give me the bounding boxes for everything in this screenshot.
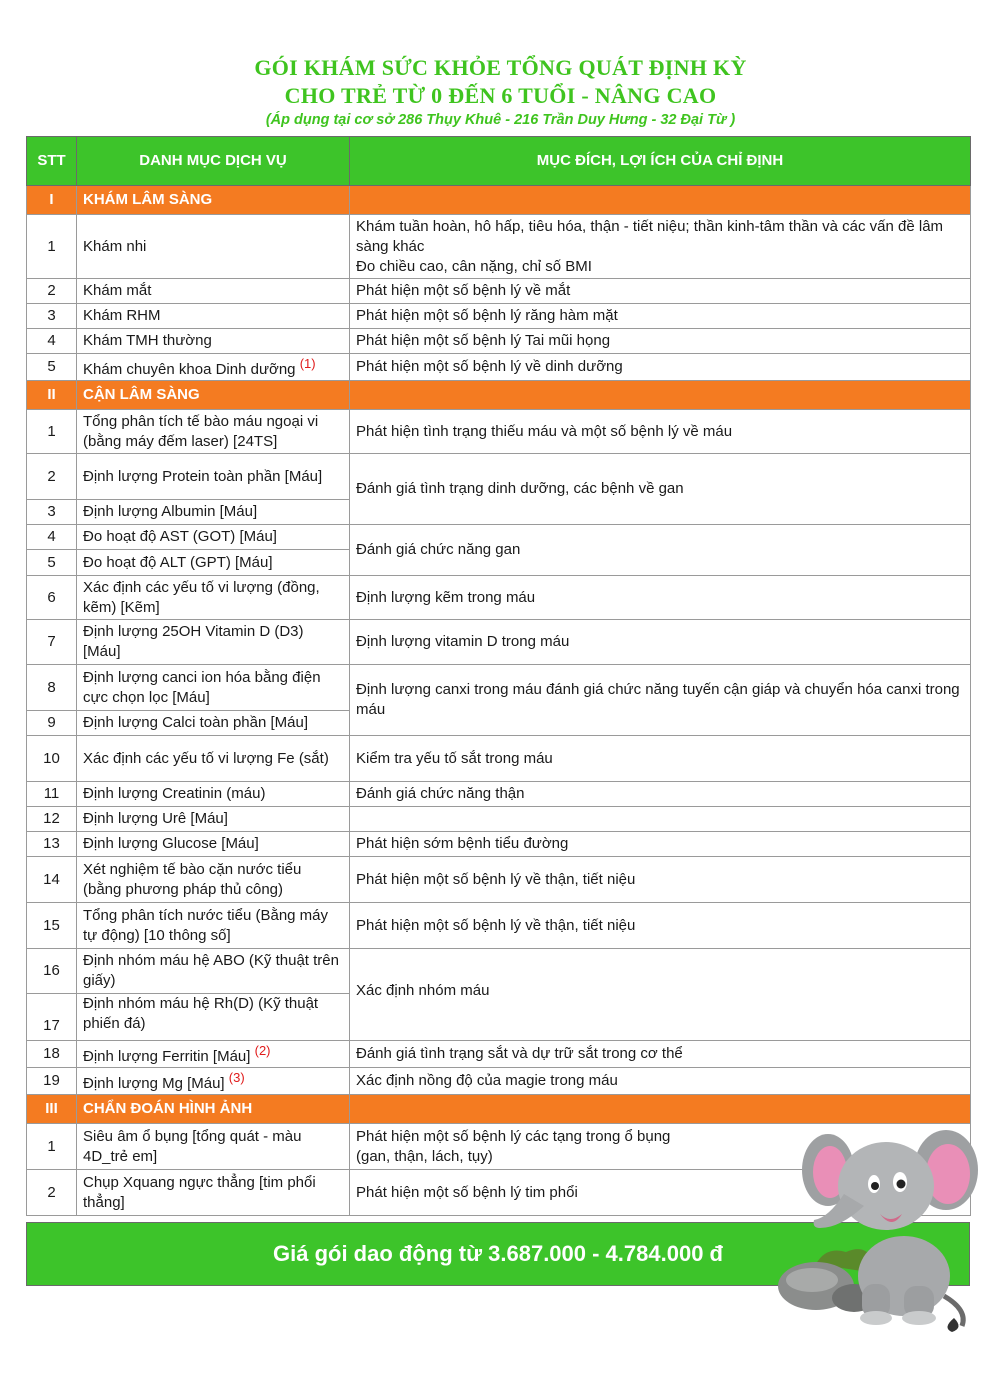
table-row: 5 Khám chuyên khoa Dinh dưỡng $^{(1)}$ Phát hiện một số bệnh lý về dinh dưỡng bbox=[27, 354, 971, 381]
section-row: III CHẨN ĐOÁN HÌNH ẢNH bbox=[27, 1095, 971, 1124]
table-row: 19 Định lượng Mg [Máu] $^{(3)}$ Xác định nồng độ của magie trong máu bbox=[27, 1068, 971, 1095]
header-purpose: MỤC ĐÍCH, LỢI ÍCH CỦA CHỈ ĐỊNH bbox=[350, 137, 971, 186]
table-row: 10 Xác định các yếu tố vi lượng Fe (sắt) Kiểm tra yếu tố sắt trong máu bbox=[27, 736, 971, 782]
table-row: 3 Khám RHM Phát hiện một số bệnh lý răng hàm mặt bbox=[27, 304, 971, 329]
section-row: I KHÁM LÂM SÀNG bbox=[27, 186, 971, 215]
table-row: 5 Đo hoạt độ ALT (GPT) [Máu] bbox=[27, 550, 971, 576]
table-header bbox=[27, 137, 971, 186]
elephant-illustration-icon bbox=[776, 1126, 1000, 1332]
price-text: Giá gói dao động từ 3.687.000 - 4.784.000 đ bbox=[273, 1241, 723, 1266]
subtitle: (Áp dụng tại cơ sở 286 Thụy Khuê - 216 Trần Duy Hưng - 32 Đại Từ ) bbox=[265, 112, 736, 128]
title-line-2: CHO TRẺ TỪ 0 ĐẾN 6 TUỔI - NÂNG CAO bbox=[284, 83, 717, 108]
table-row: 2 Chụp Xquang ngực thẳng [tim phổi thẳng] Phát hiện một số bệnh lý tim phổi bbox=[27, 1170, 971, 1216]
header-stt: STT bbox=[27, 137, 77, 186]
table-row: 8 Định lượng canci ion hóa bằng điện cực chọn lọc [Máu] Định lượng canxi trong máu đánh giá chức năng tuyến cận giáp và chuyển hóa canxi trong máu bbox=[27, 665, 971, 711]
table-row: 15 Tổng phân tích nước tiểu (Bằng máy tự động) [10 thông số] Phát hiện một số bệnh lý về thận, tiết niệu bbox=[27, 903, 971, 949]
table-row: 11 Định lượng Creatinin (máu) Đánh giá chức năng thận bbox=[27, 782, 971, 807]
table-row: 12 Định lượng Urê [Máu] bbox=[27, 807, 971, 832]
table-row: 1 Khám nhi Khám tuần hoàn, hô hấp, tiêu hóa, thận - tiết niệu; thần kinh-tâm thần và các vấn đề lâm sàng khác Đo chiều cao, cân nặng, chỉ số BMI bbox=[27, 215, 971, 279]
service-table bbox=[26, 136, 971, 1216]
table-row: 2 Khám mắt Phát hiện một số bệnh lý về mắt bbox=[27, 279, 971, 304]
table-row: 17 Định nhóm máu hệ Rh(D) (Kỹ thuật phiến đá) bbox=[27, 994, 971, 1041]
table-row: 1 Tổng phân tích tế bào máu ngoại vi (bằng máy đếm laser) [24TS] Phát hiện tình trạng thiếu máu và một số bệnh lý về máu bbox=[27, 410, 971, 454]
header-service: DANH MỤC DỊCH VỤ bbox=[77, 137, 350, 186]
table-row: 1 Siêu âm ổ bụng [tổng quát - màu 4D_trẻ em] Phát hiện một số bệnh lý các tạng trong ổ bụng (gan, thận, lách, tụy) bbox=[27, 1124, 971, 1170]
table-row: 14 Xét nghiệm tế bào cặn nước tiểu (bằng phương pháp thủ công) Phát hiện một số bệnh lý về thận, tiết niệu bbox=[27, 857, 971, 903]
title-line-1: GÓI KHÁM SỨC KHỎE TỔNG QUÁT ĐỊNH KỲ bbox=[254, 55, 747, 80]
table-row: 2 Định lượng Protein toàn phần [Máu] Đánh giá tình trạng dinh dưỡng, các bệnh về gan bbox=[27, 454, 971, 500]
table-row: 4 Khám TMH thường Phát hiện một số bệnh lý Tai mũi họng bbox=[27, 329, 971, 354]
table-row: 18 Định lượng Ferritin [Máu] $^{(2)}$ Đánh giá tình trạng sắt và dự trữ sắt trong cơ thể bbox=[27, 1041, 971, 1068]
table-row: 13 Định lượng Glucose [Máu] Phát hiện sớm bệnh tiểu đường bbox=[27, 832, 971, 857]
title-block bbox=[0, 54, 1001, 130]
footnote-marker: (3) bbox=[228, 1070, 245, 1085]
section-row: II CẬN LÂM SÀNG bbox=[27, 381, 971, 410]
table-row: 16 Định nhóm máu hệ ABO (Kỹ thuật trên giấy) Xác định nhóm máu bbox=[27, 949, 971, 994]
table-row: 4 Đo hoạt độ AST (GOT) [Máu] Đánh giá chức năng gan bbox=[27, 525, 971, 550]
footnote-marker: (2) bbox=[254, 1043, 271, 1058]
table-row: 9 Định lượng Calci toàn phần [Máu] bbox=[27, 711, 971, 736]
footnote-marker: (1) bbox=[299, 356, 316, 371]
table-row: 3 Định lượng Albumin [Máu] bbox=[27, 500, 971, 525]
table-row: 6 Xác định các yếu tố vi lượng (đồng, kẽm) [Kẽm] Định lượng kẽm trong máu bbox=[27, 576, 971, 620]
table-row: 7 Định lượng 25OH Vitamin D (D3) [Máu] Định lượng vitamin D trong máu bbox=[27, 620, 971, 665]
